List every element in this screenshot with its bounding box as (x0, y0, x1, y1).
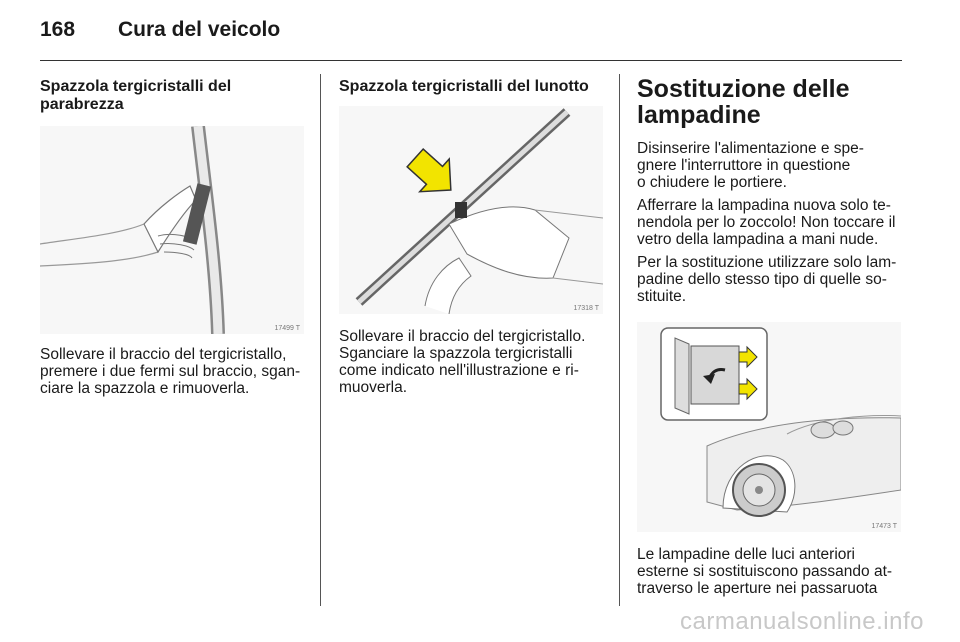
figure-label: 17318 T (573, 305, 599, 312)
figure-windscreen-wiper (40, 126, 304, 334)
figure-label: 17473 T (871, 523, 897, 530)
watermark: carmanualsonline.info (680, 608, 924, 635)
paragraph-2: Afferrare la lampadina nuova solo te- nendola per lo zoccolo! Non toccare il vetro della lampadina a mani nude. (637, 197, 896, 248)
section-heading-windscreen-wiper: Spazzola tergicristalli del parabrezza (40, 78, 232, 113)
figure-label: 17499 T (274, 325, 300, 332)
figure-front-wheel-arch (637, 322, 901, 532)
instruction-text: Sollevare il braccio del tergicristallo, premere i due fermi sul braccio, sgan- ciare la spazzola e rimuoverla. (40, 346, 301, 397)
rear-wiper-body (339, 328, 609, 396)
windscreen-wiper-body (40, 346, 308, 397)
header-rule (40, 60, 902, 61)
column-divider-2 (619, 74, 620, 606)
column-rear-wiper (339, 78, 609, 96)
column-divider-1 (320, 74, 321, 606)
paragraph-4: Le lampadine delle luci anteriori esterne si sostituiscono passando at- traverso le aperture nei passaruota (637, 546, 893, 597)
page-title: Cura del veicolo (118, 18, 281, 41)
paragraph-1: Disinserire l'alimentazione e spe- gnere l'interruttore in questione o chiudere le portiere. (637, 140, 864, 191)
section-heading-bulb-replacement: Sostituzione delle lampadine (637, 75, 850, 129)
figure-rear-wiper (339, 106, 603, 314)
column-bulb-replacement (637, 76, 907, 305)
instruction-text: Sollevare il braccio del tergicristallo. Sganciare la spazzola tergicristalli come indicato nell'illustrazione e ri- muoverla. (339, 328, 586, 396)
section-heading-rear-wiper: Spazzola tergicristalli del lunotto (339, 78, 589, 95)
column-windscreen-wiper (40, 78, 308, 114)
page-number: 168 (40, 18, 76, 41)
page-header (40, 18, 280, 42)
paragraph-3: Per la sostituzione utilizzare solo lam- padine dello stesso tipo di quelle so- stituite. (637, 254, 897, 305)
